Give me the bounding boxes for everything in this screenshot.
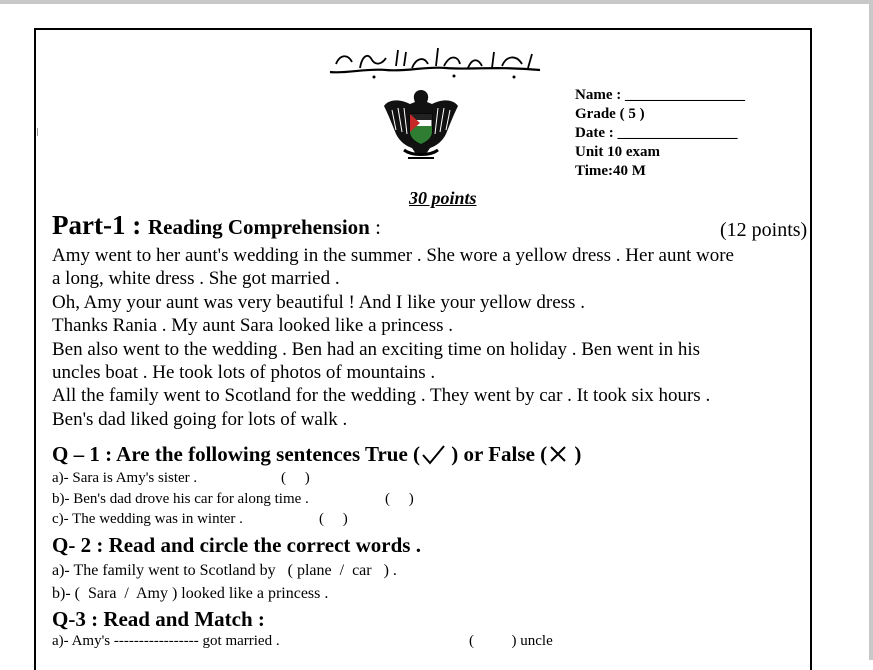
q1-title-suffix: ) xyxy=(569,442,582,466)
passage-line: Ben also went to the wedding . Ben had an exciting time on holiday . Ben went in his xyxy=(52,338,700,360)
grade-row: Grade ( 5 ) xyxy=(575,106,645,122)
passage-line: Ben's dad liked going for lots of walk . xyxy=(52,408,348,430)
part1-heading xyxy=(52,210,381,241)
part-title: Reading Comprehension xyxy=(147,215,370,239)
q3-title: Q-3 : Read and Match : xyxy=(52,607,265,631)
total-points: 30 points xyxy=(409,188,477,208)
passage-line: Amy went to her aunt's wedding in the summer . She wore a yellow dress . Her aunt wore xyxy=(52,245,734,266)
q1-item-c: c)- The wedding was in winter . xyxy=(52,511,243,527)
q3-answer-a[interactable]: ( ) uncle xyxy=(469,633,553,649)
q3-item-a: a)- Amy's ----------------- got married . xyxy=(52,633,280,649)
unit-row: Unit 10 exam xyxy=(575,144,660,160)
window-right-edge xyxy=(869,0,873,660)
q1-title-prefix: Q – 1 : Are the following sentences True ( xyxy=(52,442,421,466)
reading-passage xyxy=(52,244,812,431)
part-label: Part-1 : xyxy=(52,210,148,240)
basmala-calligraphy xyxy=(326,44,544,82)
name-label: Name : xyxy=(575,87,625,103)
passage-line: Thanks Rania . My aunt Sara looked like a princess . xyxy=(52,315,454,337)
q1-item-a: a)- Sara is Amy's sister . xyxy=(52,470,198,486)
date-row xyxy=(575,124,745,143)
q2-item-a[interactable]: a)- The family went to Scotland by ( plane / car ) . xyxy=(52,562,397,579)
q1-title xyxy=(52,442,581,467)
date-label: Date : xyxy=(575,125,618,141)
check-mark-icon xyxy=(420,443,446,465)
passage-line: a long, white dress . She got married . xyxy=(52,268,340,290)
passage-line: Oh, Amy your aunt was very beautiful ! And I like your yellow dress . xyxy=(52,291,585,313)
part1-points: (12 points) xyxy=(720,219,808,241)
q1-item-b: b)- Ben's dad drove his car for along time . xyxy=(52,491,309,507)
passage-line: uncles boat . He took lots of photos of mountains . xyxy=(52,362,436,384)
window-top-edge xyxy=(0,0,873,4)
q2-item-b[interactable]: b)- ( Sara / Amy ) looked like a princess . xyxy=(52,585,329,602)
part-colon: : xyxy=(369,215,381,239)
time-row: Time:40 M xyxy=(575,163,646,179)
name-field[interactable]: ________________ xyxy=(624,87,745,103)
eagle-emblem xyxy=(382,84,460,164)
q1-answer-b[interactable]: ( ) xyxy=(385,491,414,507)
x-mark-icon xyxy=(547,443,569,465)
q2-title: Q- 2 : Read and circle the correct words . xyxy=(52,533,421,557)
q1-title-mid: ) or False ( xyxy=(446,442,548,466)
passage-line: All the family went to Scotland for the wedding . They went by car . It took six hours . xyxy=(52,385,711,407)
q1-answer-c[interactable]: ( ) xyxy=(319,511,348,527)
date-field[interactable]: ________________ xyxy=(617,125,738,141)
name-row xyxy=(575,86,745,105)
student-info xyxy=(575,86,745,181)
q1-answer-a[interactable]: ( ) xyxy=(281,470,310,486)
